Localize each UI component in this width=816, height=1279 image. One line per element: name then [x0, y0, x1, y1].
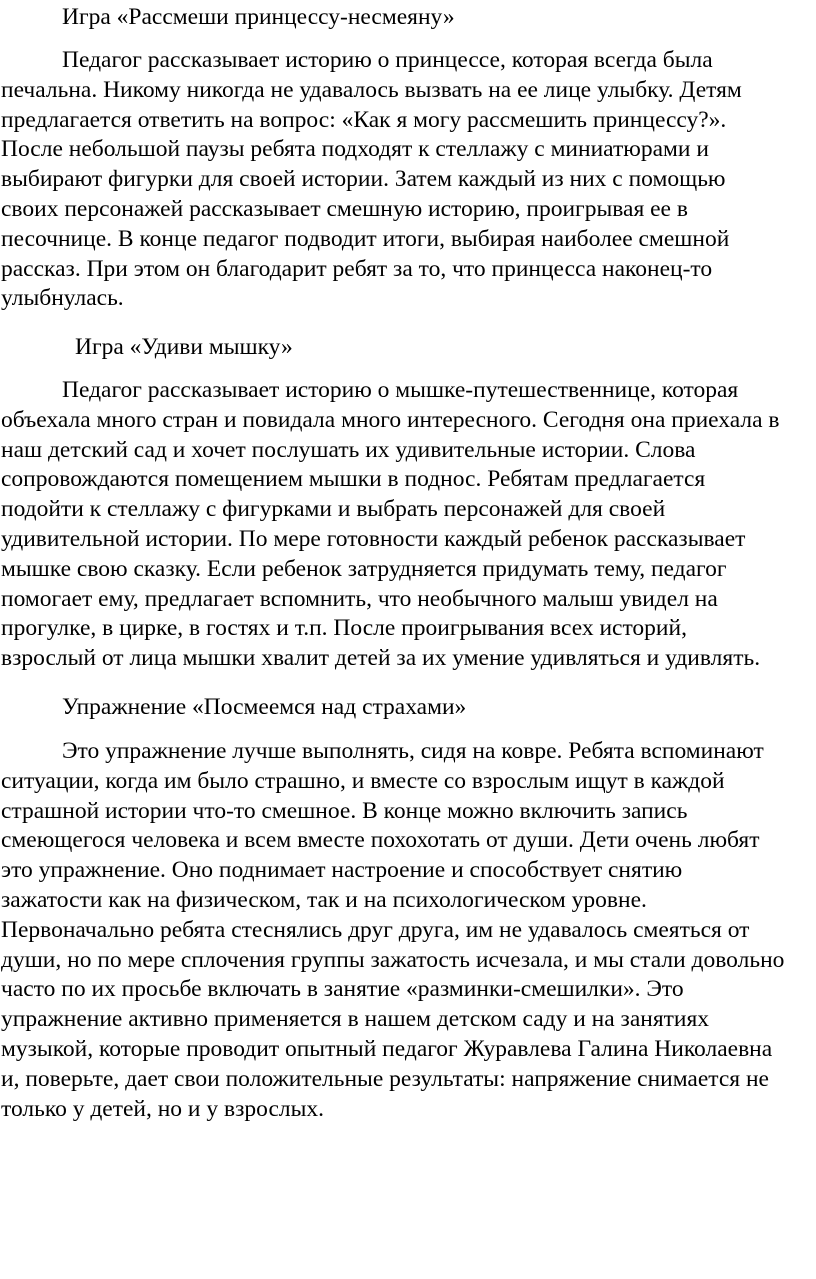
- paragraph-line: После небольшой паузы ребята подходят к стеллажу с миниатюрами и: [1, 136, 709, 163]
- paragraph-line: подойти к стеллажу с фигурками и выбрать персонажей для своей: [1, 496, 666, 523]
- paragraph-line: это упражнение. Оно поднимает настроение и способствует снятию: [1, 857, 683, 884]
- paragraph-line: мышке свою сказку. Если ребенок затрудняется придумать тему, педагог: [1, 555, 727, 582]
- paragraph-line: упражнение активно применяется в нашем детском саду и на занятиях: [1, 1006, 710, 1033]
- paragraph-line: зажатости как на физическом, так и на психологическом уровне.: [1, 886, 647, 913]
- paragraph-line: сопровождаются помещением мышки в поднос. Ребятам предлагается: [1, 466, 706, 493]
- paragraph-line: помогает ему, предлагает вспомнить, что необычного малыш увидел на: [1, 585, 718, 612]
- paragraph-line: и, поверьте, дает свои положительные результаты: напряжение снимается не: [1, 1065, 769, 1092]
- paragraph-line: смеющегося человека и всем вместе похохотать от души. Дети очень любят: [1, 827, 760, 854]
- paragraph-line: улыбнулась.: [1, 285, 124, 312]
- section-body-mouse-game: [1, 376, 815, 674]
- paragraph-line: Педагог рассказывает историю о мышке-путешественнице, которая: [62, 377, 739, 403]
- paragraph-line: прогулке, в цирке, в гостях и т.п. После проигрывания всех историй,: [1, 615, 687, 642]
- paragraph-line: наш детский сад и хочет послушать их удивительные истории. Слова: [1, 436, 696, 463]
- section-title-fears-exercise: Упражнение «Посмеемся над страхами»: [62, 694, 467, 720]
- paragraph-line: рассказ. При этом он благодарит ребят за то, что принцесса наконец-то: [1, 255, 713, 282]
- paragraph-line: взрослый от лица мышки хвалит детей за их умение удивляться и удивлять.: [1, 645, 761, 672]
- paragraph-line: выбирают фигурки для своей истории. Затем каждый из них с помощью: [1, 166, 726, 193]
- section-title-princess-game: Игра «Рассмеши принцессу-несмеяну»: [62, 4, 455, 30]
- paragraph-line: Первоначально ребята стеснялись друг друга, им не удавалось смеяться от: [1, 916, 750, 943]
- section-title-mouse-game: Игра «Удиви мышку»: [75, 334, 293, 360]
- section-body-fears-exercise: [1, 737, 815, 1124]
- paragraph-line: страшной истории что-то смешное. В конце можно включить запись: [1, 797, 688, 824]
- paragraph-line: удивительной истории. По мере готовности каждый ребенок рассказывает: [1, 525, 746, 552]
- section-body-princess-game: [1, 46, 815, 314]
- paragraph-line: своих персонажей рассказывает смешную историю, проигрывая ее в: [1, 195, 688, 222]
- paragraph-line: ситуации, когда им было страшно, и вместе со взрослым ищут в каждой: [1, 767, 725, 794]
- paragraph-line: музыкой, которые проводит опытный педагог Журавлева Галина Николаевна: [1, 1035, 773, 1062]
- paragraph-line: печальна. Никому никогда не удавалось вызвать на ее лице улыбку. Детям: [1, 76, 742, 103]
- paragraph-line: часто по их просьбе включать в занятие «разминки-смешилки». Это: [1, 976, 684, 1003]
- paragraph-line: души, но по мере сплочения группы зажатость исчезала, и мы стали довольно: [1, 946, 785, 973]
- paragraph-line: Это упражнение лучше выполнять, сидя на ковре. Ребята вспоминают: [62, 738, 764, 764]
- paragraph-line: только у детей, но и у взрослых.: [1, 1095, 325, 1122]
- paragraph-line: предлагается ответить на вопрос: «Как я могу рассмешить принцессу?».: [1, 106, 727, 133]
- paragraph-line: Педагог рассказывает историю о принцессе, которая всегда была: [62, 47, 713, 73]
- paragraph-line: объехала много стран и повидала много интересного. Сегодня она приехала в: [1, 406, 780, 433]
- paragraph-line: песочнице. В конце педагог подводит итоги, выбирая наиболее смешной: [1, 225, 730, 252]
